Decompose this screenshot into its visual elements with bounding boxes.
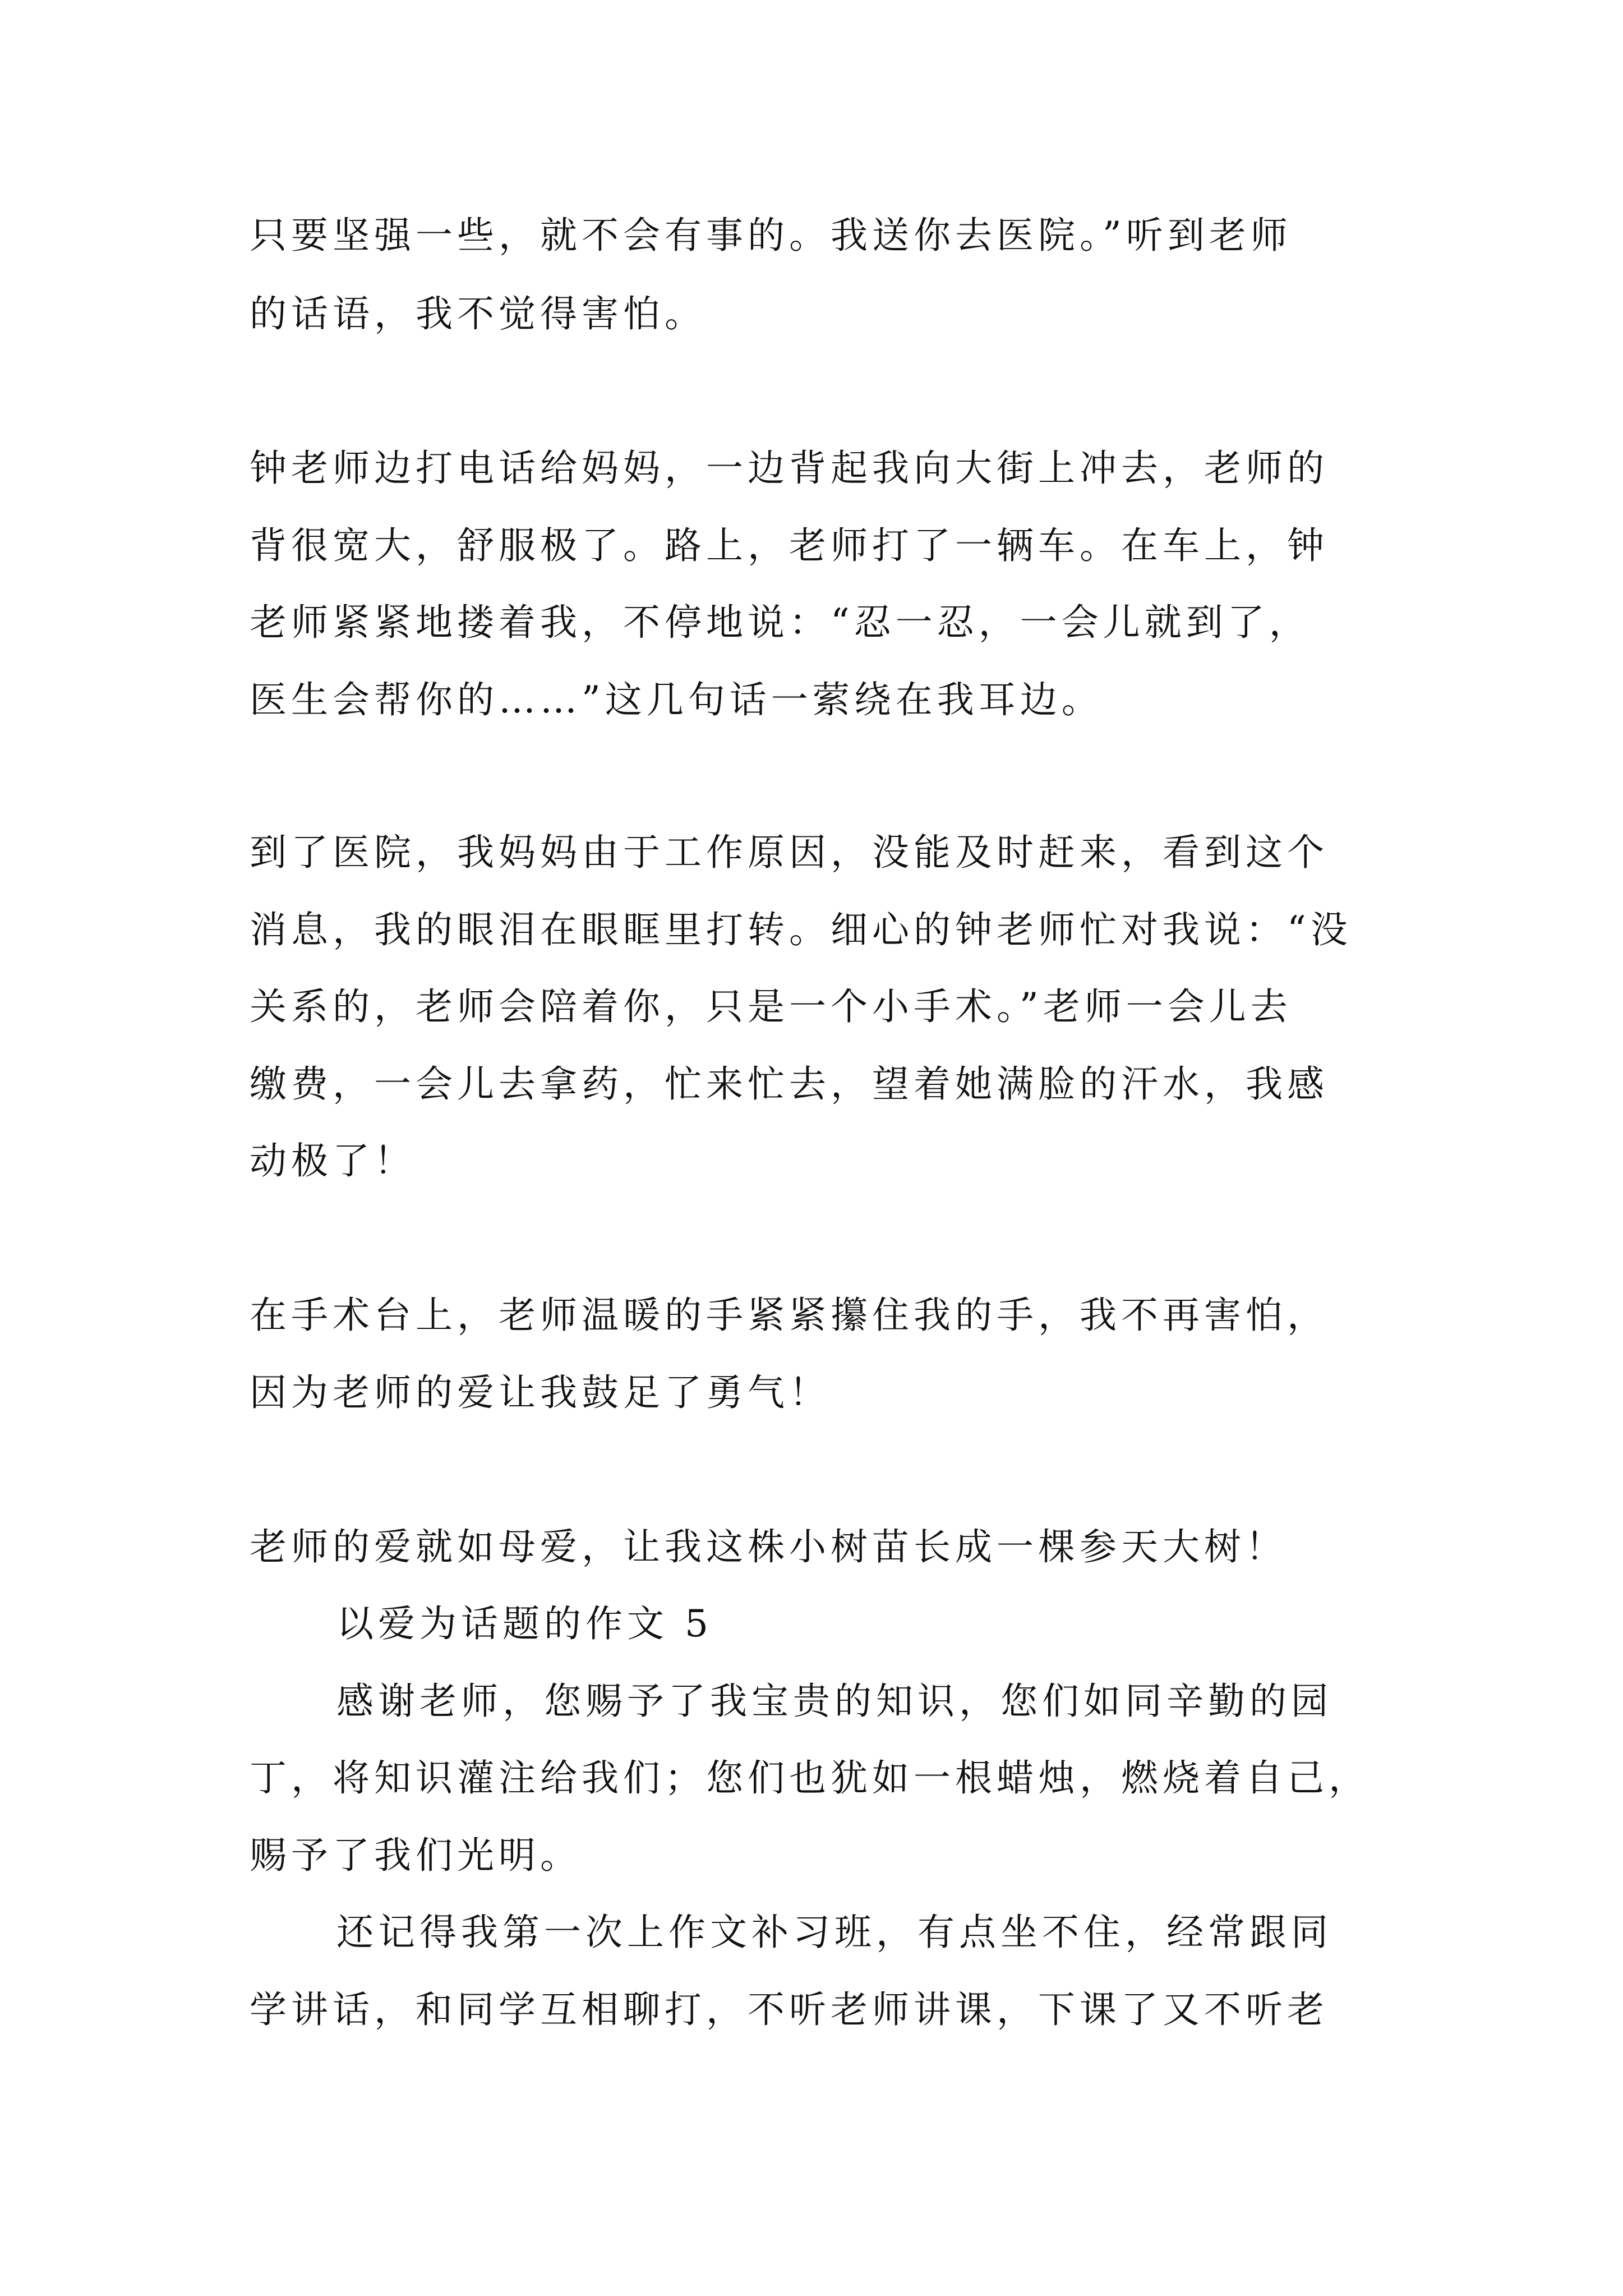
paragraph-line: 丁，将知识灌注给我们；您们也犹如一根蜡烛，燃烧着自己， <box>250 1756 1370 1800</box>
paragraph-line: 的话语，我不觉得害怕。 <box>250 292 706 335</box>
paragraph-line: 动极了！ <box>250 1139 416 1182</box>
paragraph-line: 赐予了我们光明。 <box>250 1834 582 1877</box>
paragraph-line: 只要坚强一些，就不会有事的。我送你去医院。”听到老师 <box>250 214 1292 257</box>
paragraph-line: 老师的爱就如母爱，让我这株小树苗长成一棵参天大树！ <box>250 1525 1287 1568</box>
paragraph-line: 还记得我第一次上作文补习班，有点坐不住，经常跟同 <box>336 1911 1332 1954</box>
paragraph-line: 在手术台上，老师温暖的手紧紧攥住我的手，我不再害怕， <box>250 1294 1329 1337</box>
paragraph-line: 背很宽大，舒服极了。路上，老师打了一辆车。在车上，钟 <box>250 524 1329 567</box>
paragraph-line: 缴费，一会儿去拿药，忙来忙去，望着她满脸的汗水，我感 <box>250 1062 1329 1106</box>
paragraph-line: 到了医院，我妈妈由于工作原因，没能及时赶来，看到这个 <box>250 831 1329 874</box>
paragraph-line: 老师紧紧地搂着我，不停地说：“忍一忍，一会儿就到了， <box>250 601 1311 644</box>
paragraph-line: 因为老师的爱让我鼓足了勇气！ <box>250 1371 831 1414</box>
paragraph-line: 钟老师边打电话给妈妈，一边背起我向大街上冲去，老师的 <box>250 447 1329 490</box>
paragraph-line: 关系的，老师会陪着你，只是一个小手术。”老师一会儿去 <box>250 985 1292 1028</box>
paragraph-line: 感谢老师，您赐予了我宝贵的知识，您们如同辛勤的园 <box>336 1680 1332 1723</box>
paragraph-line: 消息，我的眼泪在眼眶里打转。细心的钟老师忙对我说：“没 <box>250 908 1352 951</box>
paragraph-line: 医生会帮你的……”这几句话一萦绕在我耳边。 <box>250 678 1103 721</box>
paragraph-line: 学讲话，和同学互相聊打，不听老师讲课，下课了又不听老 <box>250 1988 1329 2031</box>
section-heading: 以爱为话题的作文 5 <box>336 1602 713 1645</box>
